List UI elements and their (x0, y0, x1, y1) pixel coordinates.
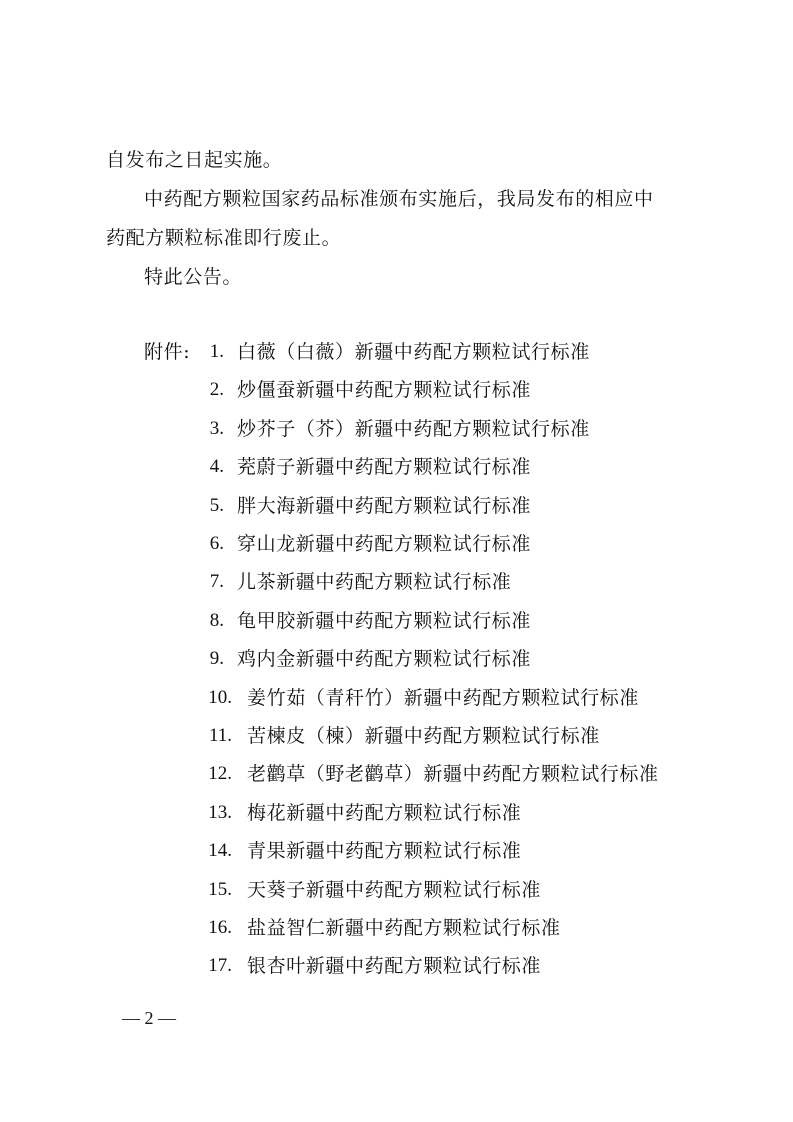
attachment-number: 7. (209, 571, 224, 592)
paragraph-repeal-line-2: 药配方颗粒标准即行废止。 (106, 227, 342, 249)
attachment-number: 4. (209, 456, 224, 477)
attachment-title: 银杏叶新疆中药配方颗粒试行标准 (247, 955, 542, 977)
attachment-title: 苦楝皮（楝）新疆中药配方颗粒试行标准 (247, 725, 600, 747)
attachment-title: 青果新疆中药配方颗粒试行标准 (247, 840, 522, 862)
attachment-title: 梅花新疆中药配方颗粒试行标准 (247, 802, 522, 824)
page-number: — 2 — (122, 1008, 176, 1028)
attachment-title: 姜竹茹（青秆竹）新疆中药配方颗粒试行标准 (247, 687, 640, 709)
attachment-number: 15. (208, 879, 232, 900)
attachment-number: 8. (209, 610, 224, 631)
attachment-title: 胖大海新疆中药配方颗粒试行标准 (237, 495, 532, 517)
attachment-number: 6. (209, 533, 224, 554)
attachment-number: 10. (208, 687, 232, 708)
attachment-title: 鸡内金新疆中药配方颗粒试行标准 (237, 648, 532, 670)
attachment-number: 16. (208, 917, 232, 938)
paragraph-announcement: 特此公告。 (144, 266, 243, 288)
attachment-number: 17. (208, 955, 232, 976)
attachment-title: 儿茶新疆中药配方颗粒试行标准 (237, 571, 512, 593)
attachment-number: 11. (208, 725, 232, 746)
paragraph-effective-date: 自发布之日起实施。 (106, 149, 283, 171)
attachment-title: 盐益智仁新疆中药配方颗粒试行标准 (247, 917, 561, 939)
attachment-title: 天葵子新疆中药配方颗粒试行标准 (247, 879, 542, 901)
attachment-number: 13. (208, 802, 232, 823)
attachment-title: 茺蔚子新疆中药配方颗粒试行标准 (237, 456, 532, 478)
attachment-number: 3. (209, 418, 224, 439)
attachment-number: 5. (209, 495, 224, 516)
attachment-title: 老鹳草（野老鹳草）新疆中药配方颗粒试行标准 (247, 763, 659, 785)
attachment-number: 14. (208, 840, 232, 861)
paragraph-repeal-line-1: 中药配方颗粒国家药品标准颁布实施后，我局发布的相应中 (144, 188, 654, 210)
attachment-title: 龟甲胶新疆中药配方颗粒试行标准 (237, 610, 532, 632)
attachment-title: 白薇（白薇）新疆中药配方颗粒试行标准 (237, 341, 590, 363)
attachments-label: 附件: (144, 341, 191, 363)
attachment-number: 9. (209, 648, 224, 669)
attachment-title: 穿山龙新疆中药配方颗粒试行标准 (237, 533, 532, 555)
attachment-number: 1. (209, 341, 224, 362)
attachment-title: 炒芥子（芥）新疆中药配方颗粒试行标准 (237, 418, 590, 440)
attachment-title: 炒僵蚕新疆中药配方颗粒试行标准 (237, 379, 532, 401)
attachment-number: 12. (208, 763, 232, 784)
attachment-number: 2. (209, 379, 224, 400)
